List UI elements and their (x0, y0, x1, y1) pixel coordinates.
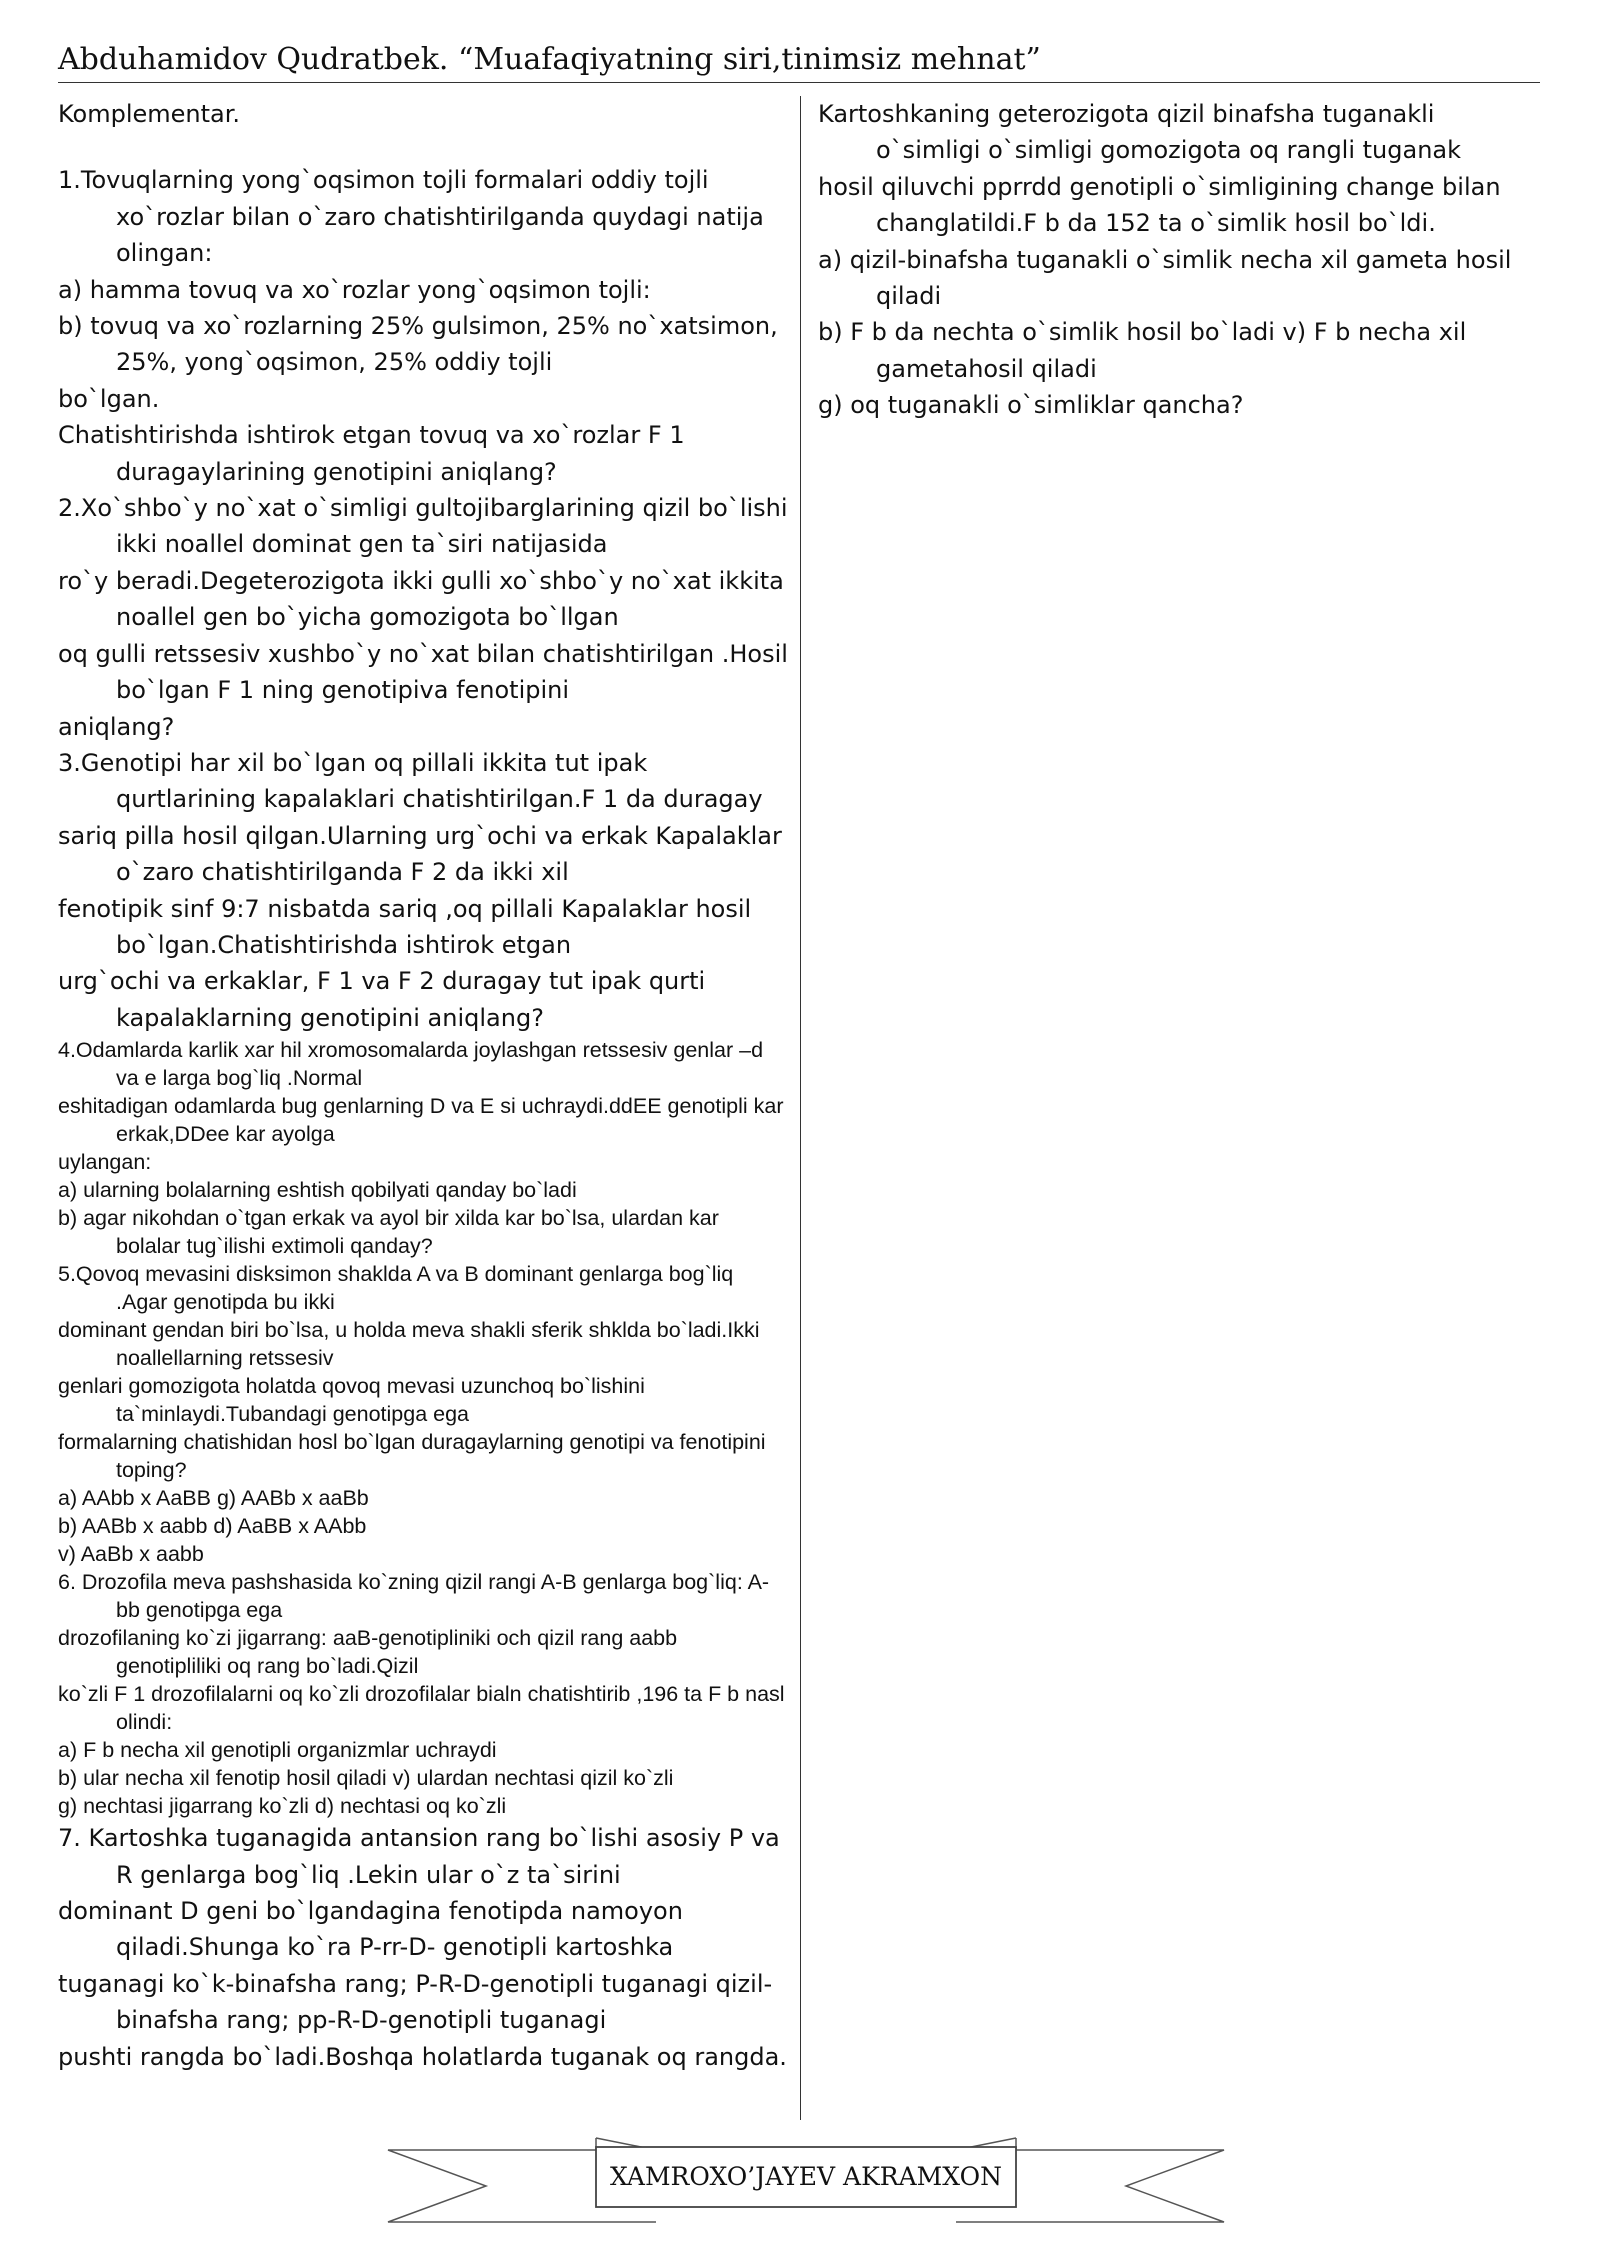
problem-4-option-a: a) ularning bolalarning eshtish qobilyati qanday bo`ladi (58, 1178, 577, 1203)
right-column (818, 96, 1540, 424)
problem-6-text: ko`zli F 1 drozofilalarni oq ko`zli drozofilalar bialn chatishtirib ,196 ta F b nasl olindi: (58, 1682, 785, 1735)
column-divider (800, 96, 801, 2120)
problem-5-text: 5.Qovoq mevasini disksimon shaklda A va B dominant genlarga bog`liq .Agar genotipda bu ikki (58, 1262, 734, 1315)
spacer (58, 132, 788, 162)
left-column (58, 96, 788, 2075)
problem-7-option-g: g) oq tuganakli o`simliklar qancha? (818, 391, 1244, 420)
problem-1-question: Chatishtirishda ishtirok etgan tovuq va xo`rozlar F 1 duragaylarining genotipini aniqlang? (58, 421, 685, 486)
problem-7-text: 7. Kartoshka tuganagida antansion rang bo`lishi asosiy P va R genlarga bog`liq .Lekin ular o`z ta`sirini (58, 1824, 780, 1889)
problem-5-option: v) AaBb x aabb (58, 1542, 204, 1567)
problem-7-option-a: a) qizil-binafsha tuganakli o`simlik necha xil gameta hosil qiladi (818, 245, 1512, 311)
problem-4-text: eshitadigan odamlarda bug genlarning D va E si uchraydi.ddEE genotipli kar erkak,DDee kar ayolga (58, 1094, 784, 1147)
footer-banner (376, 2130, 1236, 2226)
problem-2-text: ro`y beradi.Degeterozigota ikki gulli xo`shbo`y no`xat ikkita noallel gen bo`yicha gomozigota bo`llgan (58, 566, 784, 632)
problem-6-option: a) F b necha xil genotipli organizmlar uchraydi (58, 1738, 497, 1763)
problem-5-text: genlari gomozigota holatda qovoq mevasi uzunchoq bo`lishini ta`minlaydi.Tubandagi genotipga ega (58, 1374, 645, 1427)
problem-7-continuation: Kartoshkaning geterozigota qizil binafsha tuganakli o`simligi o`simligi gomozigota oq rangli tuganak (818, 100, 1462, 165)
problem-5-option: a) AAbb x AaBB g) AABb x aaBb (58, 1486, 369, 1511)
problem-2-question: aniqlang? (58, 712, 175, 741)
problem-1-option-a: a) hamma tovuq va xo`rozlar yong`oqsimon tojli: (58, 275, 651, 304)
page-header (58, 38, 1540, 83)
problem-5-text: dominant gendan biri bo`lsa, u holda meva shakli sferik shklda bo`ladi.Ikki noallellarning retssesiv (58, 1318, 760, 1371)
problem-4-text: 4.Odamlarda karlik xar hil xromosomalarda joylashgan retssesiv genlar –d va e larga bog`liq .Normal (58, 1038, 764, 1091)
problem-4-text: uylangan: (58, 1150, 152, 1175)
problem-7-text: tuganagi ko`k-binafsha rang; P-R-D-genotipli tuganagi qizil-binafsha rang; pp-R-D-genotipli tuganagi (58, 1969, 773, 2035)
problem-6-text: 6. Drozofila meva pashshasida ko`zning qizil rangi A-B genlarga bog`liq: A-bb genotipga ega (58, 1570, 770, 1623)
problem-7-text: dominant D geni bo`lgandagina fenotipda namoyon qiladi.Shunga ko`ra P-rr-D- genotipli kartoshka (58, 1896, 683, 1962)
header-title: Abduhamidov Qudratbek. “Muafaqiyatning siri,tinimsiz mehnat” (58, 42, 1041, 77)
problem-2-text: 2.Xo`shbo`y no`xat o`simligi gultojibarglarining qizil bo`lishi ikki noallel dominat gen ta`siri natijasida (58, 494, 788, 559)
problem-7-option-b: b) F b da nechta o`simlik hosil bo`ladi v) F b necha xil gametahosil qiladi (818, 318, 1467, 383)
problem-5-question: formalarning chatishidan hosl bo`lgan duragaylarning genotipi va fenotipini toping? (58, 1430, 766, 1483)
problem-7-continuation: hosil qiluvchi pprrdd genotipli o`simligining change bilan changlatildi.F b da 152 ta o`simlik hosil bo`ldi. (818, 172, 1501, 238)
problem-1-continuation: bo`lgan. (58, 384, 160, 413)
problem-6-option: b) ular necha xil fenotip hosil qiladi v) ulardan nechtasi qizil ko`zli (58, 1766, 674, 1791)
problem-3-text: sariq pilla hosil qilgan.Ularning urg`ochi va erkak Kapalaklar o`zaro chatishtirilganda F 2 da ikki xil (58, 821, 782, 887)
problem-6-option: g) nechtasi jigarrang ko`zli d) nechtasi oq ko`zli (58, 1794, 507, 1819)
problem-3-text: fenotipik sinf 9:7 nisbatda sariq ,oq pillali Kapalaklar hosil bo`lgan.Chatishtirishda ishtirok etgan (58, 894, 752, 959)
problem-4-option-b: b) agar nikohdan o`tgan erkak va ayol bir xilda kar bo`lsa, ulardan kar bolalar tug`ilishi extimoli qanday? (58, 1206, 719, 1259)
problem-1-text: 1.Tovuqlarning yong`oqsimon tojli formalari oddiy tojli xo`rozlar bilan o`zaro chatishtirilganda quydagi natija olingan: (58, 166, 764, 268)
problem-3-text: 3.Genotipi har xil bo`lgan oq pillali ikkita tut ipak qurtlarining kapalaklari chatishtirilgan.F 1 da duragay (58, 748, 763, 814)
section-heading: Komplementar. (58, 100, 241, 128)
problem-5-option: b) AABb x aabb d) AaBB x AAbb (58, 1514, 367, 1539)
problem-2-text: oq gulli retssesiv xushbo`y no`xat bilan chatishtirilgan .Hosil bo`lgan F 1 ning genotipiva fenotipini (58, 639, 788, 705)
problem-3-question: urg`ochi va erkaklar, F 1 va F 2 duragay tut ipak qurti kapalaklarning genotipini aniqlang? (58, 967, 706, 1032)
problem-6-text: drozofilaning ko`zi jigarrang: aaB-genotipliniki och qizil rang aabb genotipliliki oq rang bo`ladi.Qizil (58, 1626, 678, 1679)
problem-7-text: pushti rangda bo`ladi.Boshqa holatlarda tuganak oq rangda. (58, 2042, 787, 2071)
problem-1-option-b: b) tovuq va xo`rozlarning 25% gulsimon, 25% no`xatsimon, 25%, yong`oqsimon, 25% oddiy tojli (58, 312, 778, 377)
author-name: XAMROXO’JAYEV AKRAMXON (610, 2162, 1002, 2191)
